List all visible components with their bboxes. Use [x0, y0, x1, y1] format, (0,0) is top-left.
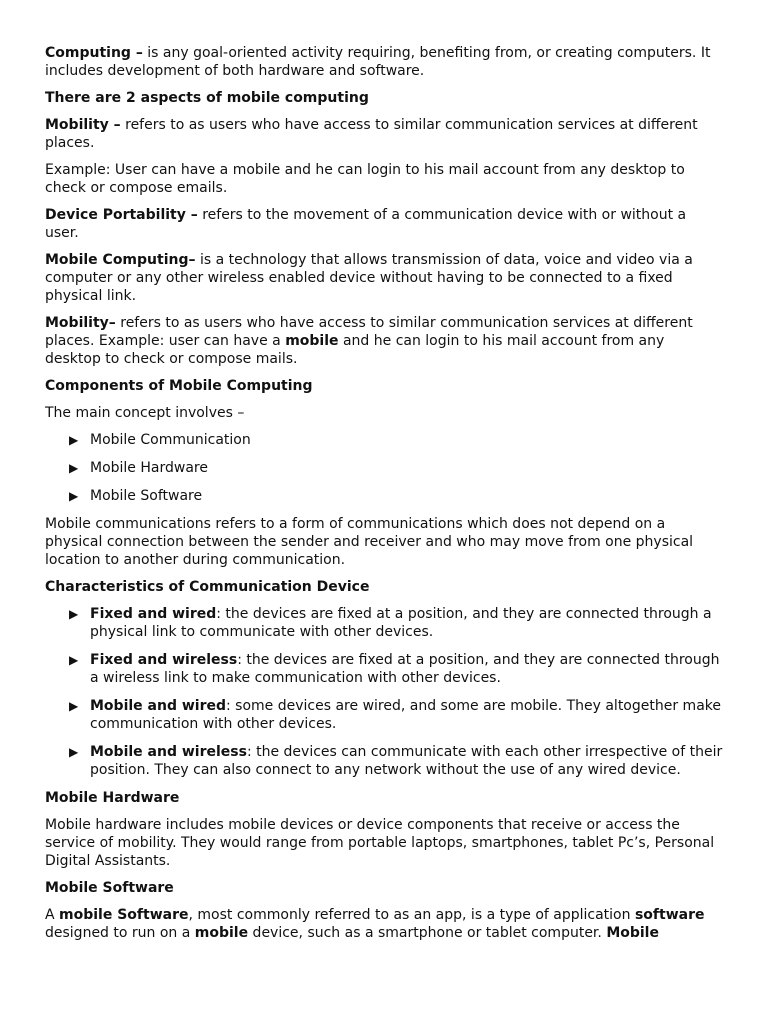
- paragraph-mobility-example: Mobility– refers to as users who have access to similar communication services at different places. Example: user can have a mobile and he can login to his mail account from any desktop to check or compose mails.: [45, 315, 693, 367]
- paragraph-mobility: Mobility – refers to as users who have access to similar communication services at different places.: [45, 117, 698, 151]
- list-item: ▶ Mobile and wired: some devices are wired, and some are mobile. They altogether make communication with other devices.: [69, 698, 721, 732]
- paragraph-mobile-hardware: Mobile hardware includes mobile devices or device components that receive or access the service of mobility. They would range from portable laptops, smartphones, tablet Pc’s, Personal Digital Assistants.: [45, 817, 715, 869]
- characteristics-list: [45, 605, 723, 779]
- paragraph-mobile-communications: Mobile communications refers to a form of communications which does not depend on a physical connection between the sender and receiver and who may move from one physical location to another during communication.: [45, 516, 694, 568]
- heading-mobile-hardware: Mobile Hardware: [45, 790, 180, 806]
- paragraph-main-concept: The main concept involves –: [45, 405, 245, 421]
- bullet-arrow-icon: ▶: [69, 699, 79, 713]
- paragraph-computing: Computing – is any goal-oriented activity requiring, benefiting from, or creating computers. It includes development of both hardware and software.: [45, 45, 711, 79]
- bullet-arrow-icon: ▶: [69, 653, 79, 667]
- paragraph-example: Example: User can have a mobile and he can login to his mail account from any desktop to check or compose emails.: [45, 162, 685, 196]
- list-item: ▶ Mobile Communication: [69, 432, 251, 448]
- bullet-arrow-icon: ▶: [69, 433, 79, 447]
- paragraph-mobile-computing: Mobile Computing– is a technology that allows transmission of data, voice and video via a computer or any other wireless enabled device without having to be connected to a fixed physical link.: [45, 252, 693, 304]
- paragraph-mobile-software: A mobile Software, most commonly referred to as an app, is a type of application software designed to run on a mobile device, such as a smartphone or tablet computer. Mobile: [45, 907, 705, 941]
- bullet-arrow-icon: ▶: [69, 745, 79, 759]
- paragraph-device-portability: Device Portability – refers to the movement of a communication device with or without a user.: [45, 207, 687, 241]
- bullet-arrow-icon: ▶: [69, 607, 79, 621]
- list-item: ▶ Mobile Software: [69, 488, 203, 504]
- list-item: ▶ Mobile and wireless: the devices can communicate with each other irrespective of their position. They can also connect to any network without the use of any wired device.: [69, 744, 723, 778]
- term-mobile-computing: Mobile Computing–: [45, 252, 196, 268]
- list-item: ▶ Mobile Hardware: [69, 460, 208, 476]
- term-mobility: Mobility –: [45, 117, 121, 133]
- components-list: [45, 431, 723, 505]
- list-item: ▶ Fixed and wired: the devices are fixed at a position, and they are connected through a physical link to communicate with other devices.: [69, 606, 712, 640]
- bullet-arrow-icon: ▶: [69, 489, 79, 503]
- heading-mobile-software: Mobile Software: [45, 880, 174, 896]
- term-device-portability: Device Portability –: [45, 207, 198, 223]
- heading-aspects: There are 2 aspects of mobile computing: [45, 90, 369, 106]
- term-mobility-2: Mobility–: [45, 315, 116, 331]
- bullet-arrow-icon: ▶: [69, 461, 79, 475]
- heading-components: Components of Mobile Computing: [45, 378, 313, 394]
- heading-characteristics: Characteristics of Communication Device: [45, 579, 370, 595]
- list-item: ▶ Fixed and wireless: the devices are fixed at a position, and they are connected through a wireless link to make communication with other devices.: [69, 652, 720, 686]
- term-computing: Computing –: [45, 45, 143, 61]
